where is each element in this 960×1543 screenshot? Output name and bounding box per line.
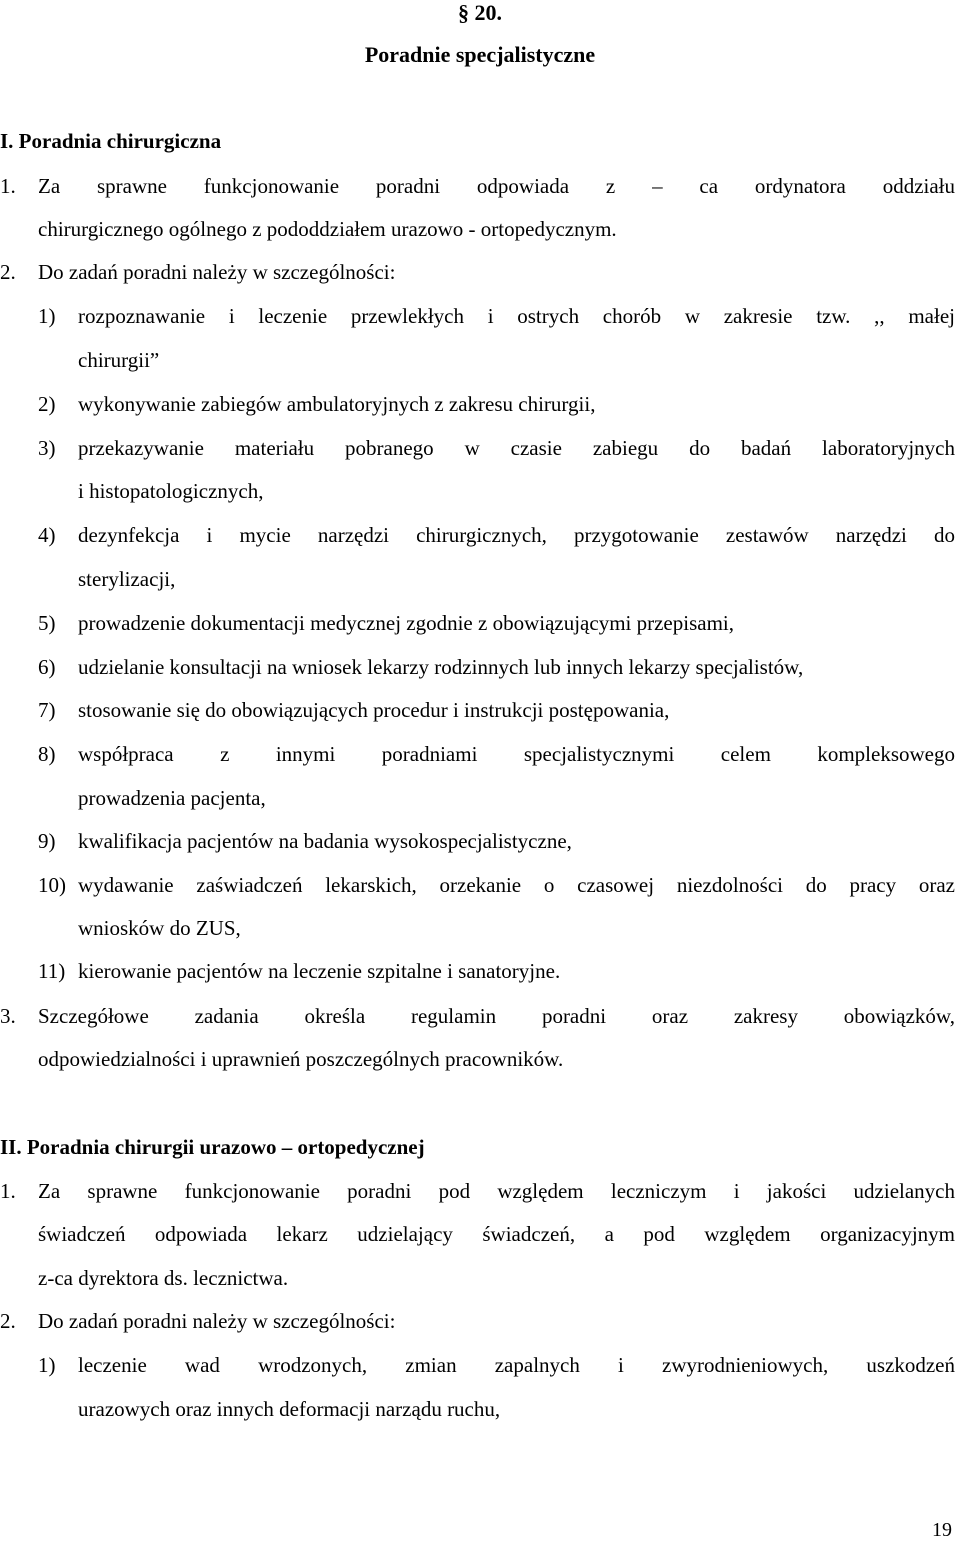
list-item-line: kierowanie pacjentów na leczenie szpitalne i sanatoryjne. xyxy=(78,959,561,983)
list-number: 3. xyxy=(0,1004,16,1028)
list-item-number: 7) xyxy=(38,698,56,722)
list-item-line: kwalifikacja pacjentów na badania wysokospecjalistyczne, xyxy=(78,829,572,853)
list-item-number: 9) xyxy=(38,829,56,853)
list-item-line: prowadzenie dokumentacji medycznej zgodnie z obowiązującymi przepisami, xyxy=(78,611,734,635)
list-number: 1. xyxy=(0,174,16,198)
paragraph-line: Do zadań poradni należy w szczególności: xyxy=(38,260,396,284)
list-item-number: 1) xyxy=(38,1353,56,1377)
page-number: 19 xyxy=(932,1519,952,1541)
list-item-line: wydawanie zaświadczeń lekarskich, orzekanie o czasowej niezdolności do pracy oraz xyxy=(78,873,955,897)
list-item-number: 4) xyxy=(38,523,56,547)
list-item-line: wniosków do ZUS, xyxy=(78,916,241,940)
list-item-number: 6) xyxy=(38,655,56,679)
paragraph-line: z-ca dyrektora ds. lecznictwa. xyxy=(38,1266,289,1290)
page-title: Poradnie specjalistyczne xyxy=(364,42,596,67)
list-item-number: 8) xyxy=(38,742,56,766)
list-item-line: sterylizacji, xyxy=(78,567,176,591)
list-item-line: przekazywanie materiału pobranego w czasie zabiegu do badań laboratoryjnych xyxy=(78,436,955,460)
paragraph-line: Za sprawne funkcjonowanie poradni pod względem leczniczym i jakości udzielanych xyxy=(38,1179,955,1203)
list-item-line: stosowanie się do obowiązujących procedur i instrukcji postępowania, xyxy=(78,698,670,722)
list-item-line: dezynfekcja i mycie narzędzi chirurgicznych, przygotowanie zestawów narzędzi do xyxy=(78,523,955,547)
list-number: 2. xyxy=(0,260,16,284)
list-item-number: 10) xyxy=(38,873,66,897)
list-item-number: 5) xyxy=(38,611,56,635)
section-heading-orthopedic: II. Poradnia chirurgii urazowo – ortopedycznej xyxy=(0,1135,425,1159)
list-item-number: 3) xyxy=(38,436,56,460)
list-item-line: prowadzenia pacjenta, xyxy=(78,786,266,810)
paragraph-line: świadczeń odpowiada lekarz udzielający świadczeń, a pod względem organizacyjnym xyxy=(38,1222,955,1246)
paragraph-line: Szczegółowe zadania określa regulamin poradni oraz zakresy obowiązków, xyxy=(38,1004,955,1028)
list-item-line: wykonywanie zabiegów ambulatoryjnych z zakresu chirurgii, xyxy=(78,392,596,416)
list-item-line: urazowych oraz innych deformacji narządu ruchu, xyxy=(78,1397,501,1421)
section-heading-surgery: I. Poradnia chirurgiczna xyxy=(0,129,222,153)
list-item-number: 2) xyxy=(38,392,56,416)
list-item-line: chirurgii” xyxy=(78,348,160,372)
paragraph-line: Do zadań poradni należy w szczególności: xyxy=(38,1309,396,1333)
list-number: 1. xyxy=(0,1179,16,1203)
list-item-line: udzielanie konsultacji na wniosek lekarzy rodzinnych lub innych lekarzy specjalistów, xyxy=(78,655,804,679)
list-item-line: współpraca z innymi poradniami specjalistycznymi celem kompleksowego xyxy=(78,742,955,766)
list-item-line: leczenie wad wrodzonych, zmian zapalnych i zwyrodnieniowych, uszkodzeń xyxy=(78,1353,955,1377)
paragraph-number: § 20. xyxy=(458,0,502,25)
paragraph-line: Za sprawne funkcjonowanie poradni odpowiada z – ca ordynatora oddziału xyxy=(38,174,955,198)
list-item-number: 1) xyxy=(38,304,56,328)
list-number: 2. xyxy=(0,1309,16,1333)
list-item-line: rozpoznawanie i leczenie przewlekłych i ostrych chorób w zakresie tzw. ,, małej xyxy=(78,304,955,328)
list-item-number: 11) xyxy=(38,959,66,983)
paragraph-line: chirurgicznego ogólnego z pododdziałem urazowo - ortopedycznym. xyxy=(38,217,617,241)
paragraph-line: odpowiedzialności i uprawnień poszczególnych pracowników. xyxy=(38,1047,564,1071)
list-item-line: i histopatologicznych, xyxy=(78,479,264,503)
